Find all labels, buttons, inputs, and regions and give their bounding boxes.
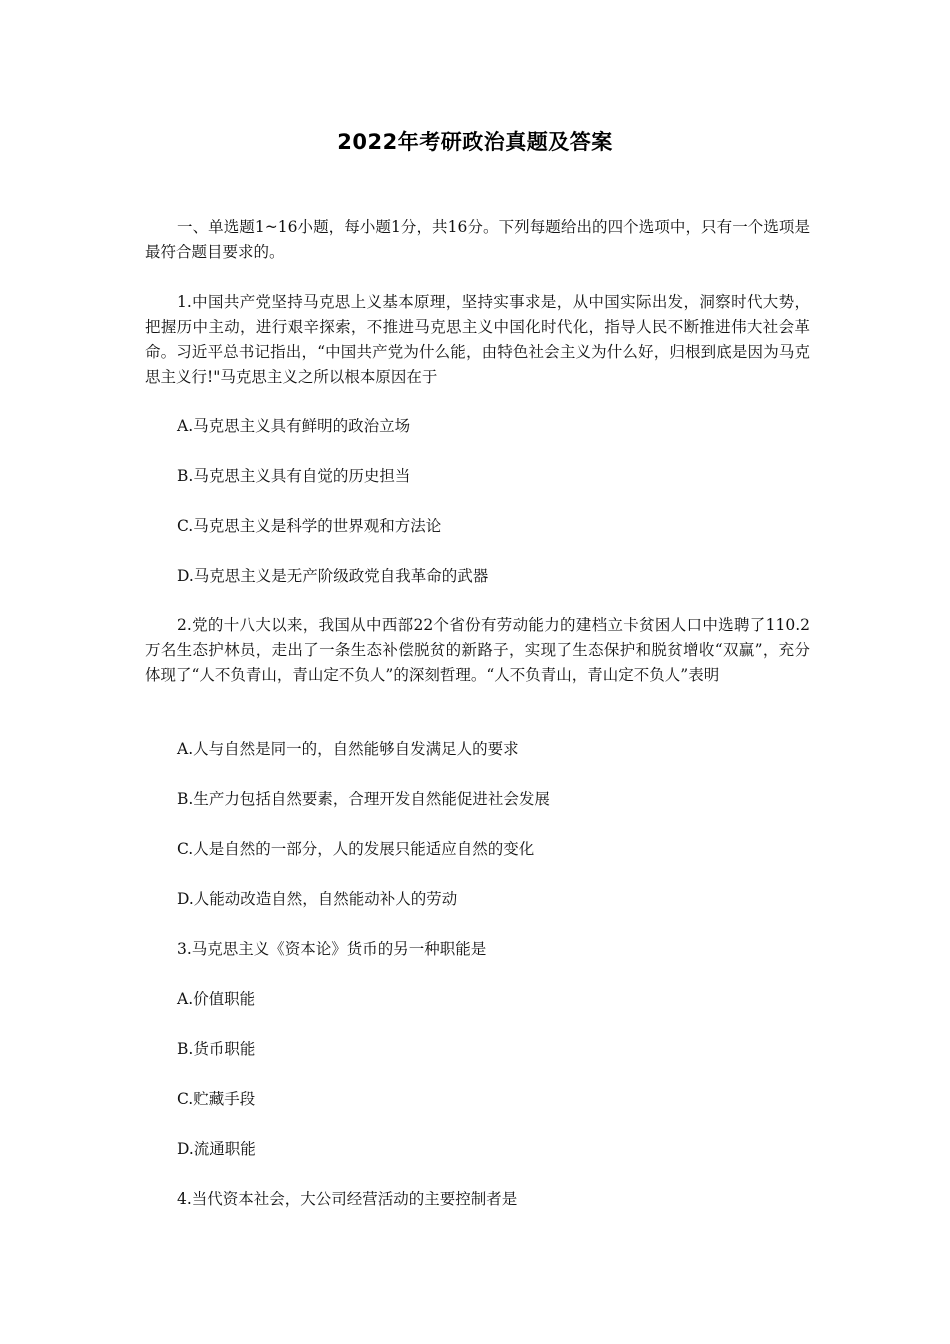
question-2-stem: 2.党的十八大以来，我国从中西部22个省份有劳动能力的建档立卡贫困人口中选聘了110.2万名生态护林员，走出了一条生态补偿脱贫的新路子，实现了生态保护和脱贫增收“双赢”，充分体现了“人不负青山，青山定不负人”的深刻哲理。“人不负青山，青山定不负人”表明 — [145, 616, 810, 684]
question-2-option-a: A.人与自然是同一的，自然能够自发满足人的要求 — [177, 740, 519, 758]
question-1-stem: 1.中国共产党坚持马克思上义基本原理，坚持实事求是，从中国实际出发，洞察时代大势，把握历中主动，进行艰辛探索，不推进马克思主义中国化时代化，指导人民不断推进伟大社会革命。习近平总书记指出，“中国共产党为什么能，由特色社会主义为什么好，归根到底是因为马克思主义行!"马克思主义之所以根本原因在于 — [145, 293, 810, 386]
section-intro: 一、单选题1~16小题，每小题1分，共16分。下列每题给出的四个选项中，只有一个选项是最符合题目要求的。 — [145, 218, 810, 261]
document-title: 2022年考研政治真题及答案 — [337, 130, 613, 154]
question-1-option-a: A.马克思主义具有鲜明的政治立场 — [177, 417, 411, 435]
question-1-option-b: B.马克思主义具有自觉的历史担当 — [177, 467, 411, 485]
question-3-stem: 3.马克思主义《资本论》货币的另一种职能是 — [177, 940, 487, 958]
question-4-stem: 4.当代资本社会，大公司经营活动的主要控制者是 — [177, 1190, 518, 1208]
question-3-option-b: B.货币职能 — [177, 1040, 256, 1058]
question-3-option-d: D.流通职能 — [177, 1140, 256, 1158]
question-3-option-c: C.贮藏手段 — [177, 1090, 256, 1108]
question-2-option-d: D.人能动改造自然，自然能动补人的劳动 — [177, 890, 458, 908]
question-1-option-d: D.马克思主义是无产阶级政党自我革命的武器 — [177, 567, 489, 585]
question-2-option-c: C.人是自然的一部分，人的发展只能适应自然的变化 — [177, 840, 535, 858]
question-1-option-c: C.马克思主义是科学的世界观和方法论 — [177, 517, 442, 535]
question-2-option-b: B.生产力包括自然要素，合理开发自然能促进社会发展 — [177, 790, 550, 808]
question-3-option-a: A.价值职能 — [177, 990, 256, 1008]
